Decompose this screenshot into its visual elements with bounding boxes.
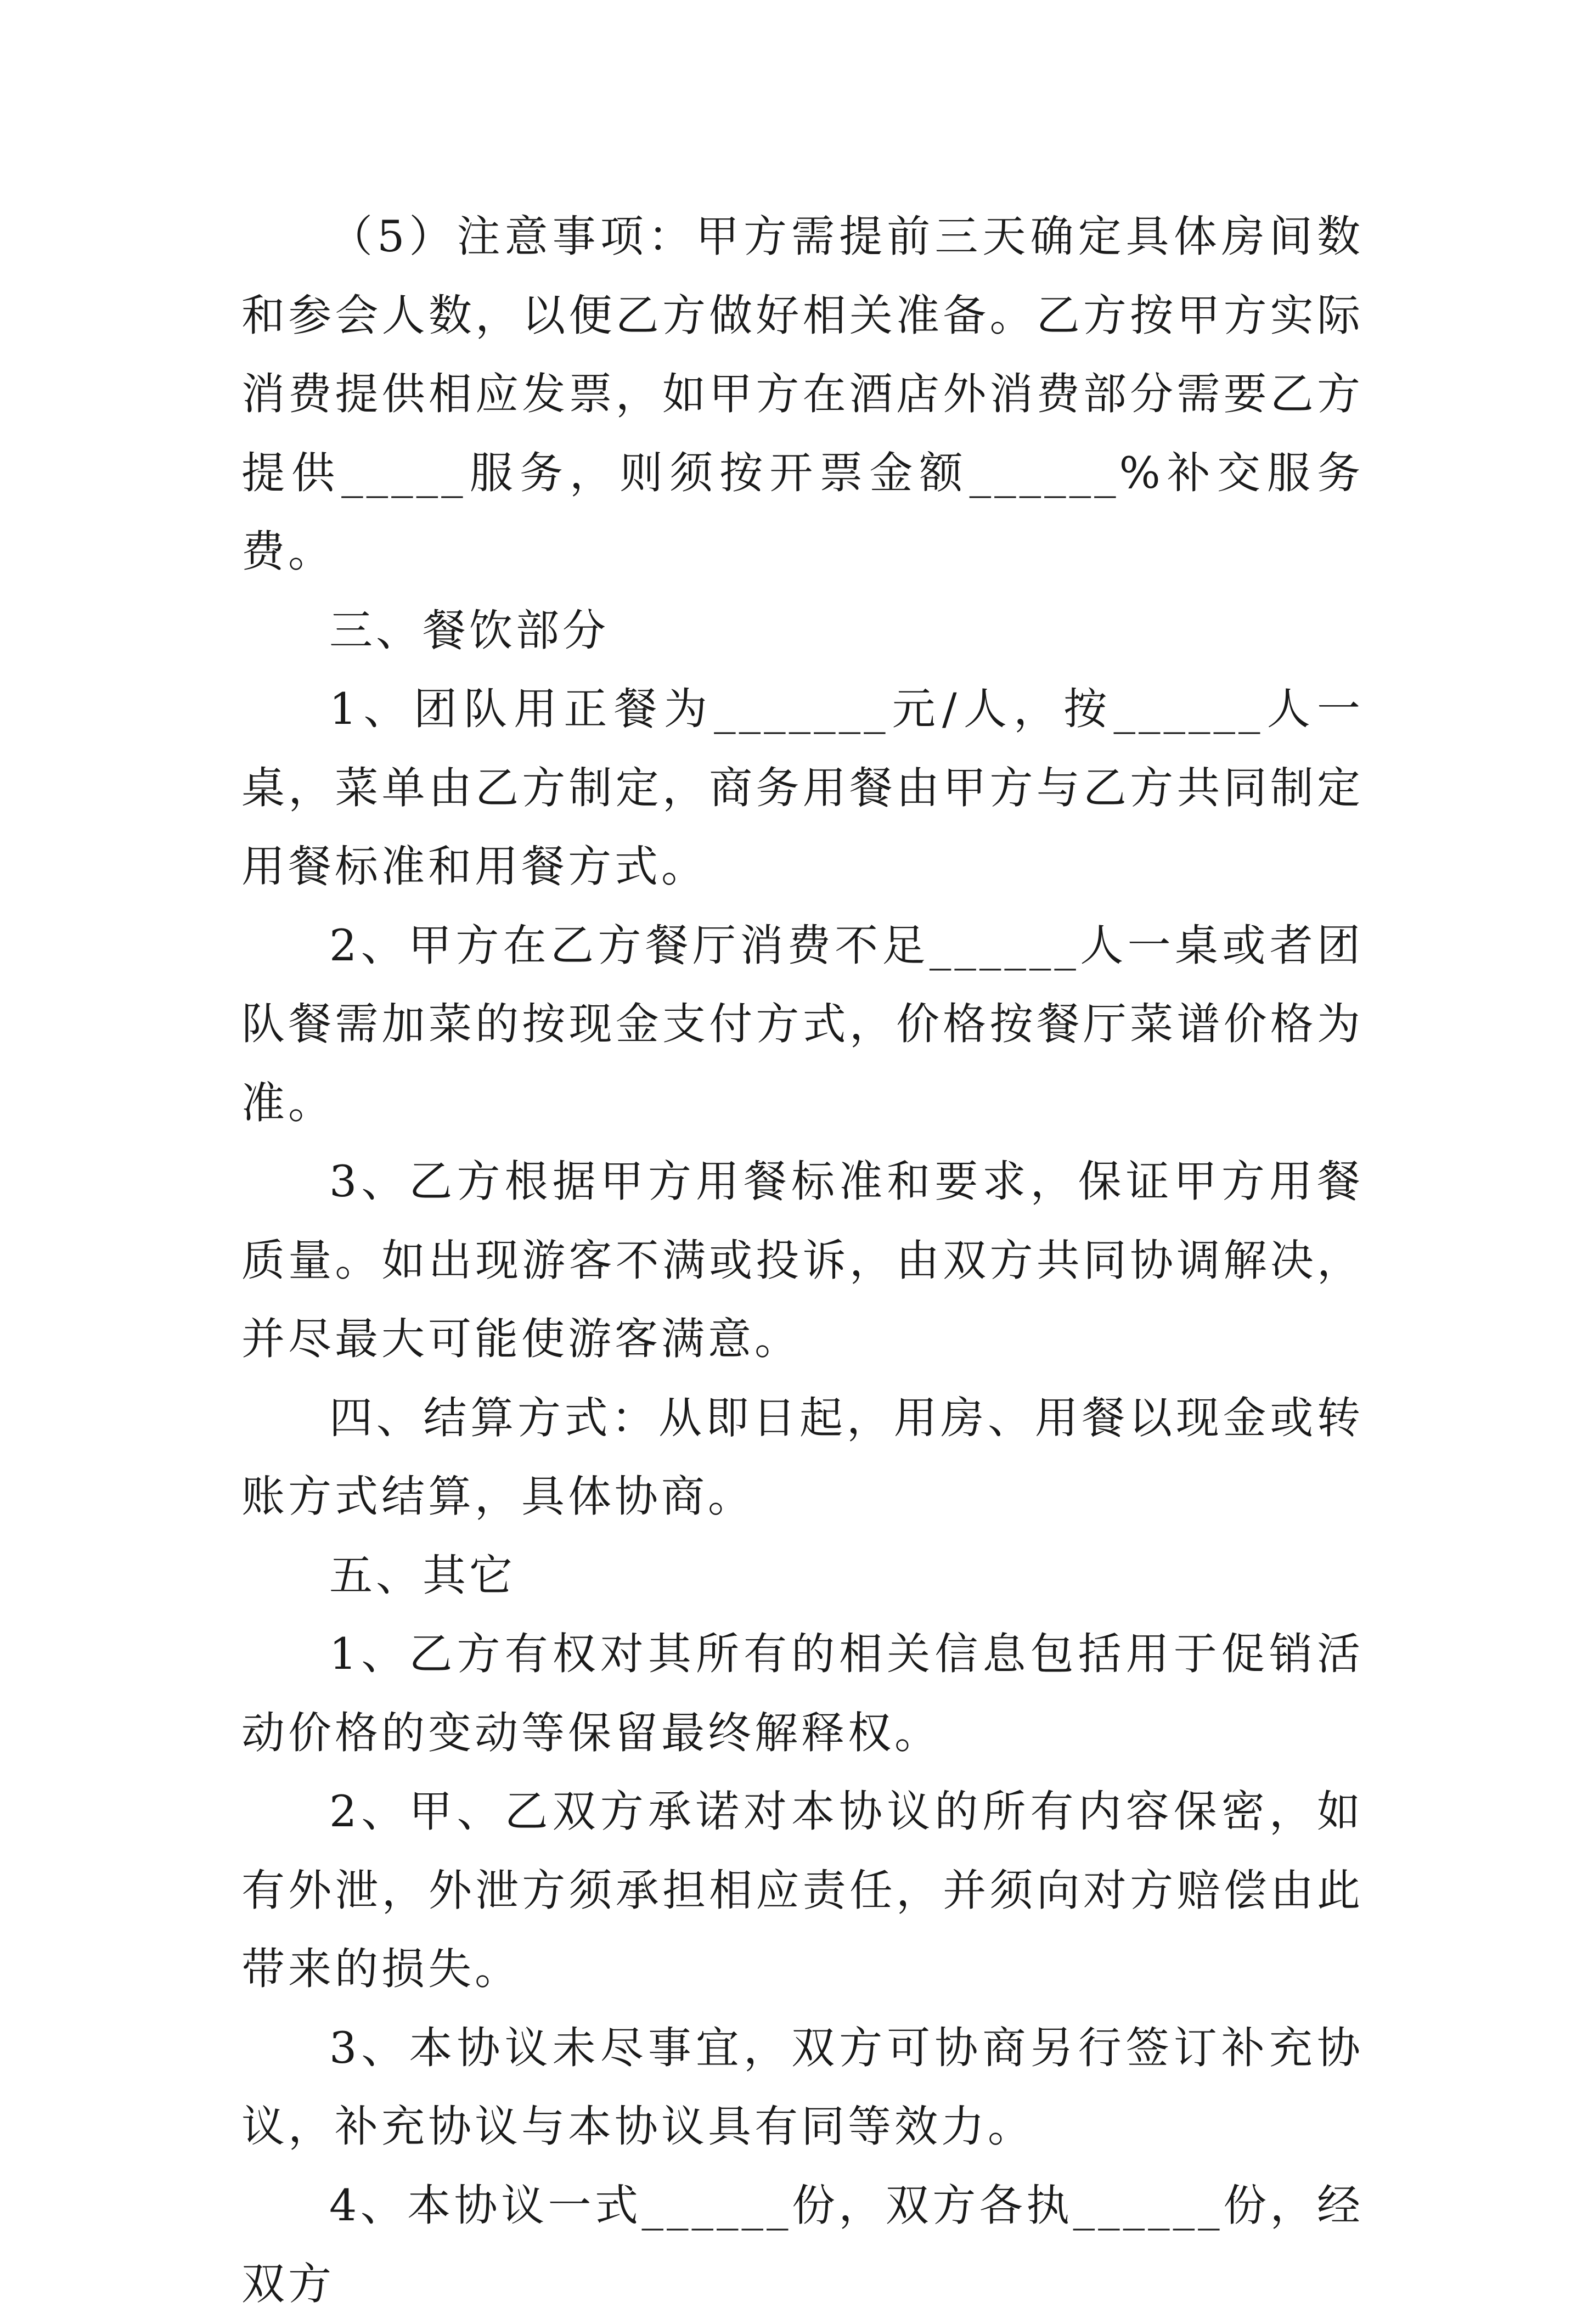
paragraph-catering-3: 3、乙方根据甲方用餐标准和要求，保证甲方用餐质量。如出现游客不满或投诉，由双方共同协调解决，并尽最大可能使游客满意。: [241, 1156, 1364, 1364]
heading-other: 五、其它: [329, 1550, 516, 1601]
paragraph-other-3: 3、本协议未尽事宜，双方可协商另行签订补充协议，补充协议与本协议具有同等效力。: [241, 2022, 1364, 2152]
paragraph-other-1: 1、乙方有权对其所有的相关信息包括用于促销活动价格的变动等保留最终解释权。: [241, 1629, 1364, 1758]
paragraph-catering-1: 1、团队用正餐为_______元/人，按______人一桌，菜单由乙方制定，商务用餐由甲方与乙方共同制定用餐标准和用餐方式。: [241, 684, 1364, 892]
paragraph-other-2: 2、甲、乙双方承诺对本协议的所有内容保密，如有外泄，外泄方须承担相应责任，并须向对方赔偿由此带来的损失。: [241, 1786, 1364, 1994]
paragraph-catering-2: 2、甲方在乙方餐厅消费不足______人一桌或者团队餐需加菜的按现金支付方式，价格按餐厅菜谱价格为准。: [241, 920, 1364, 1128]
paragraph-notes: （5）注意事项：甲方需提前三天确定具体房间数和参会人数，以便乙方做好相关准备。乙方按甲方实际消费提供相应发票，如甲方在酒店外消费部分需要乙方提供_____服务，则须按开票金额______%补交服务费。: [241, 211, 1364, 577]
document-body: [241, 198, 1364, 2324]
paragraph-other-4: 4、本协议一式______份，双方各执______份，经双方: [241, 2180, 1364, 2309]
heading-catering: 三、餐饮部分: [329, 605, 609, 656]
paragraph-settlement: 四、结算方式：从即日起，用房、用餐以现金或转账方式结算，具体协商。: [241, 1392, 1364, 1522]
